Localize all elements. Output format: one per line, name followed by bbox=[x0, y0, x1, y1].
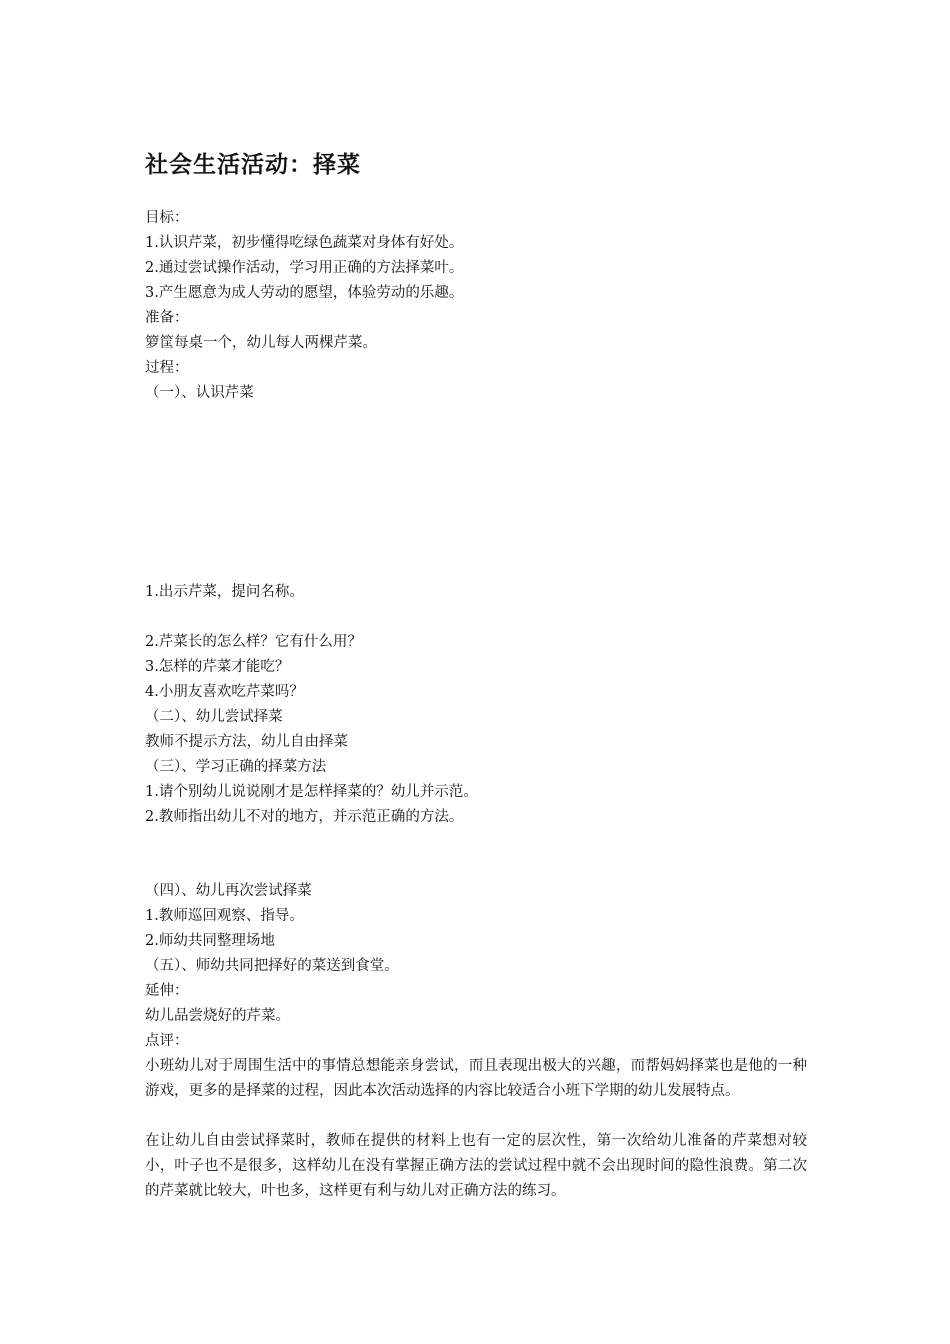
section-heading-comment: 点评： bbox=[145, 1033, 189, 1049]
preparation-text: 箩筐每桌一个，幼儿每人两棵芹菜。 bbox=[145, 335, 377, 351]
process-step-heading: （一）、认识芹菜 bbox=[145, 385, 254, 401]
process-item: 2.芹菜长的怎么样？它有什么用？ bbox=[145, 634, 362, 650]
goal-item: 3.产生愿意为成人劳动的愿望，体验劳动的乐趣。 bbox=[145, 285, 464, 301]
extension-text: 幼儿品尝烧好的芹菜。 bbox=[145, 1008, 290, 1024]
process-item: 2.教师指出幼儿不对的地方，并示范正确的方法。 bbox=[145, 809, 464, 825]
process-item: 1.请个别幼儿说说刚才是怎样择菜的？幼儿并示范。 bbox=[145, 784, 478, 800]
goal-item: 2.通过尝试操作活动，学习用正确的方法择菜叶。 bbox=[145, 260, 464, 276]
process-item: 4.小朋友喜欢吃芹菜吗？ bbox=[145, 684, 304, 700]
process-step-heading: （五）、师幼共同把择好的菜送到食堂。 bbox=[145, 958, 399, 974]
goal-item: 1.认识芹菜，初步懂得吃绿色蔬菜对身体有好处。 bbox=[145, 235, 464, 251]
process-step-heading: （四）、幼儿再次尝试择菜 bbox=[145, 883, 312, 899]
section-heading-goals: 目标： bbox=[145, 210, 189, 226]
process-step-heading: （二）、幼儿尝试择菜 bbox=[145, 709, 283, 725]
section-heading-extension: 延伸： bbox=[145, 983, 189, 999]
process-step-heading: （三）、学习正确的择菜方法 bbox=[145, 759, 327, 775]
process-item: 1.出示芹菜，提问名称。 bbox=[145, 584, 304, 600]
section-heading-preparation: 准备： bbox=[145, 310, 189, 326]
process-item: 教师不提示方法，幼儿自由择菜 bbox=[145, 734, 348, 750]
section-heading-process: 过程： bbox=[145, 360, 189, 376]
comment-paragraph: 在让幼儿自由尝试择菜时，教师在提供的材料上也有一定的层次性，第一次给幼儿准备的芹菜想对较小，叶子也不是很多，这样幼儿在没有掌握正确方法的尝试过程中就不会出现时间的隐性浪费。第二次的芹菜就比较大，叶也多，这样更有利与幼儿对正确方法的练习。 bbox=[145, 1133, 807, 1199]
document-title: 社会生活活动：择菜 bbox=[145, 152, 361, 178]
process-item: 1.教师巡回观察、指导。 bbox=[145, 908, 304, 924]
comment-paragraph: 小班幼儿对于周围生活中的事情总想能亲身尝试，而且表现出极大的兴趣，而帮妈妈择菜也是他的一种游戏，更多的是择菜的过程，因此本次活动选择的内容比较适合小班下学期的幼儿发展特点。 bbox=[145, 1058, 807, 1099]
process-item: 2.师幼共同整理场地 bbox=[145, 933, 275, 949]
process-item: 3.怎样的芹菜才能吃？ bbox=[145, 659, 290, 675]
